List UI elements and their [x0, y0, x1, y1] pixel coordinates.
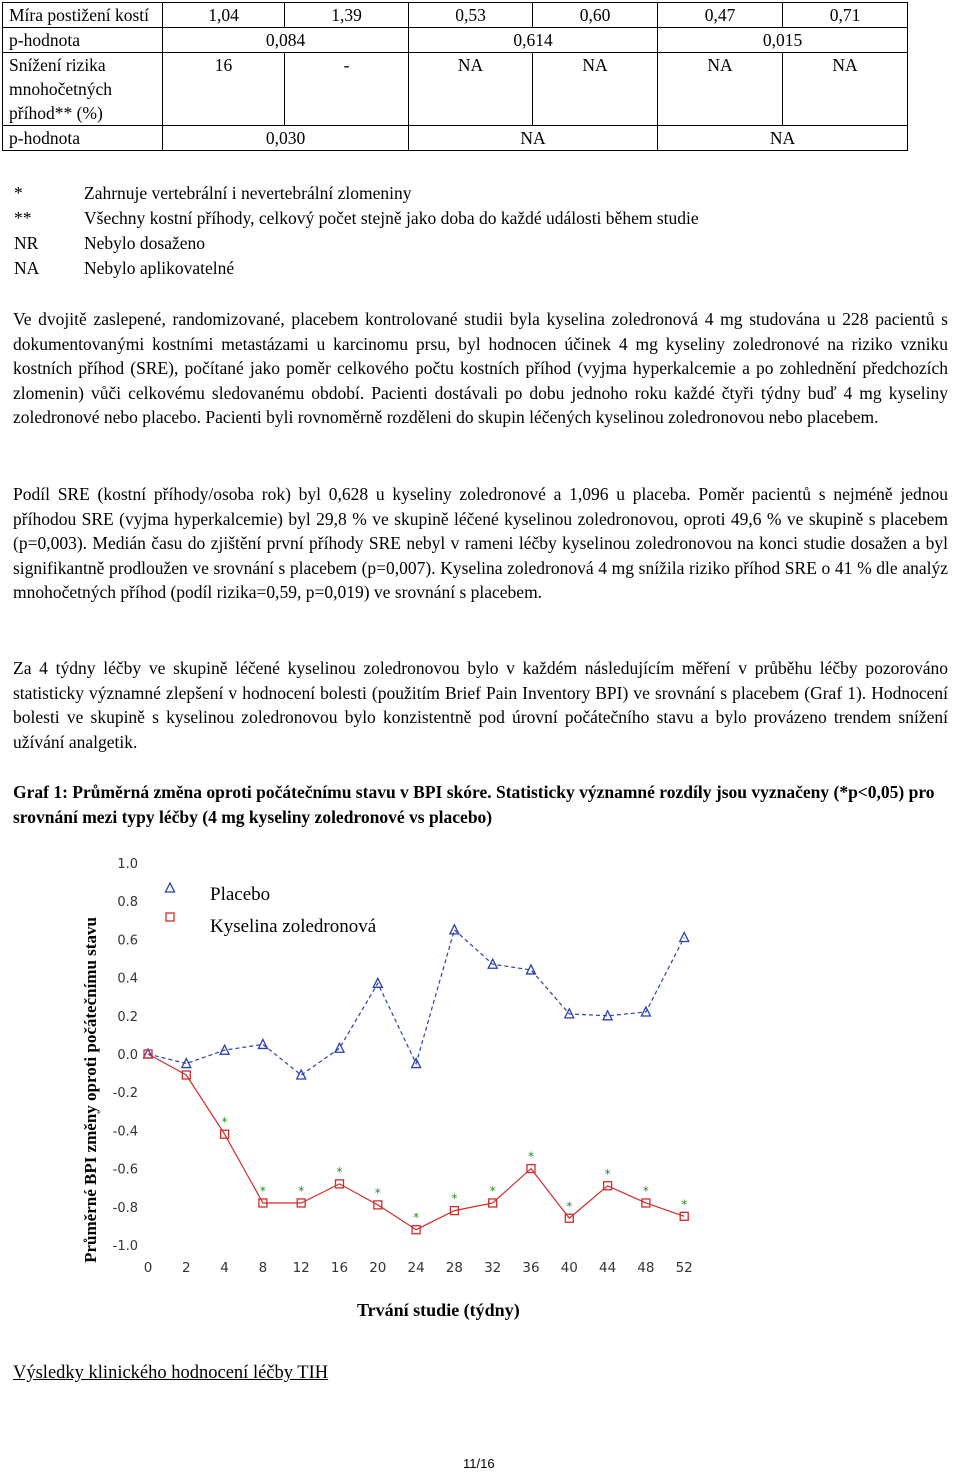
table-cell: 0,030 [163, 126, 409, 151]
table-row [3, 53, 908, 126]
x-tick-label: 32 [484, 1260, 502, 1276]
significance-marker: * [336, 1164, 343, 1179]
table-cell: NA [409, 53, 533, 126]
y-tick-label: 0.4 [117, 971, 138, 987]
footnote-key: NA [14, 258, 40, 278]
results-table [2, 2, 908, 151]
data-point-placebo [258, 1039, 267, 1048]
significance-marker: * [489, 1183, 496, 1198]
footnote [14, 181, 412, 206]
x-tick-label: 16 [330, 1260, 349, 1276]
section-heading: Výsledky klinického hodnocení léčby TIH [13, 1363, 329, 1383]
y-tick-label: 1.0 [117, 857, 138, 872]
y-tick-label: -1.0 [112, 1239, 138, 1254]
table-row [3, 3, 908, 28]
table-cell: 0,60 [533, 3, 658, 28]
legend-marker-zoledronic [166, 913, 174, 921]
y-tick-label: -0.8 [112, 1200, 138, 1216]
footnote-text: Všechny kostní příhody, celkový počet stejně jako doba do každé události během studie [84, 208, 699, 228]
y-tick-label: 0.0 [117, 1048, 138, 1063]
x-tick-label: 44 [599, 1260, 617, 1276]
significance-marker: * [298, 1183, 305, 1198]
x-axis-title: Trvání studie (týdny) [357, 1300, 520, 1320]
y-tick-label: 0.6 [117, 933, 138, 949]
table-cell: NA [409, 126, 658, 151]
table-row [3, 28, 908, 53]
table-cell: - [285, 53, 409, 126]
row-label: Snížení rizika mnohočetných příhod** (%) [3, 53, 163, 126]
table-cell: 0,71 [783, 3, 908, 28]
footnote-text: Nebylo aplikovatelné [84, 258, 235, 278]
table-cell: 1,04 [163, 3, 285, 28]
footnote-key: * [14, 183, 23, 203]
y-tick-label: -0.2 [112, 1086, 138, 1102]
table-cell: 0,614 [409, 28, 658, 53]
significance-marker: * [604, 1166, 611, 1181]
x-tick-label: 4 [220, 1260, 229, 1276]
table-cell: 0,53 [409, 3, 533, 28]
footnote [14, 256, 234, 281]
chart-caption: Graf 1: Průměrná změna oproti počátečnímu stavu v BPI skóre. Statisticky významné rozdíly jsou vyznačeny (*p<0,05) pro srovnání mezi typy léčby (4 mg kyseliny zoledronové vs placebo) [13, 782, 935, 827]
paragraph-sre: Podíl SRE (kostní příhody/osoba rok) byl 0,628 u kyseliny zoledronové a 1,096 u placeba. Poměr pacientů s nejméně jednou příhodou SRE (vyjma hyperkalcemie) byl 29,8 % ve skupině léčené kyselinou zoledronovou, oproti 49,6 % ve skupině s placebem (p=0,003). Medián času do zjištění první příhody SRE nebyl v rameni léčby kyselinou zoledronovou na konci studie dosažen a byl signifikantně prodloužen ve srovnání s placebem (p=0,007). Kyselina zoledronová 4 mg snížila riziko příhod SRE o 41 % dle analýz mnohočetných příhod (podíl rizika=0,59, p=0,019) ve srovnání s placebem. [13, 484, 948, 602]
table-cell: 0,084 [163, 28, 409, 53]
significance-marker: * [681, 1197, 688, 1212]
footnote-text: Zahrnuje vertebrální i nevertebrální zlomeniny [84, 183, 412, 203]
bpi-line-chart [70, 845, 710, 1290]
x-tick-label: 28 [445, 1260, 463, 1276]
footnote-text: Nebylo dosaženo [84, 233, 206, 253]
legend-label-zoledronic: Kyselina zoledronová [210, 916, 377, 937]
table-cell: 0,015 [658, 28, 908, 53]
table-cell: 1,39 [285, 3, 409, 28]
table-cell: 16 [163, 53, 285, 126]
x-tick-label: 24 [407, 1260, 425, 1276]
y-tick-label: -0.6 [112, 1162, 138, 1178]
row-label: Míra postižení kostí [3, 3, 163, 28]
row-label: p-hodnota [3, 126, 163, 151]
data-point-placebo [335, 1043, 344, 1052]
footnote-key: ** [14, 208, 32, 228]
y-axis-title: Průměrné BPI změny oproti počátečnímu stavu [81, 917, 100, 1263]
significance-marker: * [413, 1210, 420, 1225]
table-cell: NA [658, 126, 908, 151]
paragraph-study: Ve dvojitě zaslepené, randomizované, placebem kontrolované studii byla kyselina zoledronová 4 mg studována u 228 pacientů s dokumentovanými kostními metastázami u karcinomu prsu, byl hodnocen účinek 4 mg kyseliny zoledronové na riziko vzniku kostních příhod (SRE), počítané jako poměr celkového počtu kostních příhod (vyjma hyperkalcemie a po zohlednění předchozích zlomenin) vůči celkovému sledovanému období. Pacienti dostávali po dobu jednoho roku každé čtyři týdny buď 4 mg kyseliny zoledronové nebo placebo. Pacienti byli rovnoměrně rozděleni do skupin léčených kyselinou zoledronovou nebo placebem. [13, 309, 948, 427]
significance-marker: * [259, 1183, 266, 1198]
table-cell: NA [658, 53, 783, 126]
x-tick-label: 40 [560, 1260, 578, 1276]
significance-marker: * [374, 1185, 381, 1200]
legend-marker-placebo [166, 883, 175, 892]
page-number: 11/16 [463, 1456, 495, 1471]
legend-label-placebo: Placebo [210, 884, 271, 905]
table-cell: NA [533, 53, 658, 126]
significance-marker: * [566, 1199, 573, 1214]
significance-marker: * [221, 1115, 228, 1130]
x-tick-label: 2 [182, 1260, 191, 1276]
data-point-placebo [680, 932, 689, 941]
x-tick-label: 48 [637, 1260, 655, 1276]
x-tick-label: 20 [369, 1260, 387, 1276]
row-label: p-hodnota [3, 28, 163, 53]
paragraph-pain: Za 4 týdny léčby ve skupině léčené kyselinou zoledronovou bylo v každém následujícím měření v průběhu léčby pozorováno statisticky významné zlepšení v hodnocení bolesti (použitím Brief Pain Inventory BPI) ve srovnání s placebem (Graf 1). Hodnocení bolesti ve skupině s kyselinou zoledronovou bylo konzistentně pod úrovní počátečního stavu a bylo provázeno trendem snížení užívání analgetik. [13, 658, 948, 752]
footnote [14, 206, 699, 231]
y-tick-label: 0.2 [117, 1009, 138, 1025]
series-line-zoledronic [148, 1054, 684, 1230]
significance-marker: * [642, 1183, 649, 1198]
table-row [3, 126, 908, 151]
y-tick-label: -0.4 [112, 1124, 138, 1140]
footnote [14, 231, 205, 256]
table-cell: NA [783, 53, 908, 126]
x-tick-label: 8 [258, 1260, 268, 1276]
table-cell: 0,47 [658, 3, 783, 28]
data-point-placebo [450, 925, 459, 934]
y-tick-label: 0.8 [117, 895, 138, 911]
significance-marker: * [451, 1191, 458, 1206]
x-tick-label: 36 [522, 1260, 540, 1276]
x-tick-label: 0 [143, 1260, 153, 1276]
footnote-key: NR [14, 233, 39, 253]
x-tick-label: 12 [292, 1260, 310, 1276]
significance-marker: * [528, 1149, 534, 1164]
x-tick-label: 52 [675, 1260, 693, 1276]
